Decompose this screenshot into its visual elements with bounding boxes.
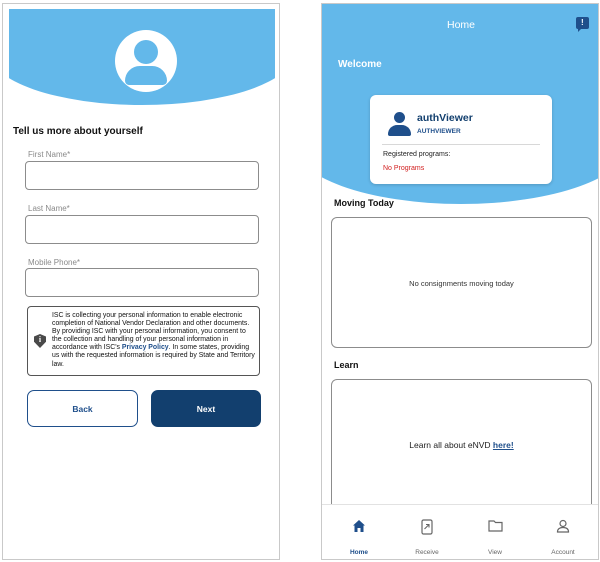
nav-label-view: View (488, 549, 502, 556)
nav-item-receive[interactable] (399, 505, 455, 560)
nav-label-home: Home (349, 549, 369, 556)
first-name-input[interactable] (25, 161, 259, 190)
form-title: Tell us more about yourself (13, 126, 143, 137)
back-button[interactable]: Back (27, 390, 138, 427)
first-name-label: First Name* (28, 150, 71, 159)
last-name-label: Last Name* (28, 204, 70, 213)
nav-label-account: Account (551, 549, 575, 556)
next-button[interactable]: Next (151, 390, 261, 427)
moving-today-empty-text: No consignments moving today (409, 279, 514, 288)
registered-programs-label: Registered programs: (383, 151, 451, 158)
folder-icon (467, 519, 523, 535)
mobile-phone-label: Mobile Phone* (28, 258, 81, 267)
learn-text-prefix: Learn all about eNVD (409, 440, 493, 450)
notice-text-end: . In some states, providing us with the requested information is required by State and Territory law. (52, 344, 255, 368)
privacy-notice (27, 306, 260, 376)
home-icon (331, 519, 387, 535)
user-role: AUTHVIEWER (417, 128, 461, 135)
home-screen (321, 3, 599, 560)
moving-today-title: Moving Today (334, 198, 394, 208)
programs-status: No Programs (383, 165, 425, 172)
bottom-nav (322, 504, 599, 560)
last-name-input[interactable] (25, 215, 259, 244)
registration-screen (2, 3, 280, 560)
privacy-policy-link[interactable]: Privacy Policy (121, 344, 169, 352)
privacy-notice-text (52, 312, 257, 369)
learn-text (332, 440, 591, 450)
account-icon (535, 519, 591, 535)
nav-item-view[interactable] (467, 505, 523, 560)
nav-label-receive: Receive (415, 549, 439, 556)
user-card (370, 95, 552, 184)
learn-title: Learn (334, 360, 359, 370)
feedback-chat-icon[interactable]: ! (576, 17, 589, 29)
avatar-icon (115, 30, 177, 92)
mobile-phone-input[interactable] (25, 268, 259, 297)
welcome-heading: Welcome (338, 59, 382, 70)
notice-text-start: ISC is collecting your personal information to enable electronic completion of National Vendor Declaration and other documents. By providing ISC with your personal information, you consent to the collection and handling of your personal information in accordance with ISC's (52, 312, 250, 352)
nav-item-home[interactable] (331, 505, 387, 560)
info-shield-icon (34, 334, 46, 348)
nav-item-account[interactable] (535, 505, 591, 560)
user-name: authViewer (417, 112, 473, 124)
receive-icon (399, 519, 455, 535)
card-divider (382, 144, 540, 145)
page-title: Home (446, 19, 475, 31)
learn-here-link[interactable]: here! (492, 440, 514, 450)
moving-today-panel (331, 217, 592, 348)
profile-header (9, 9, 275, 119)
